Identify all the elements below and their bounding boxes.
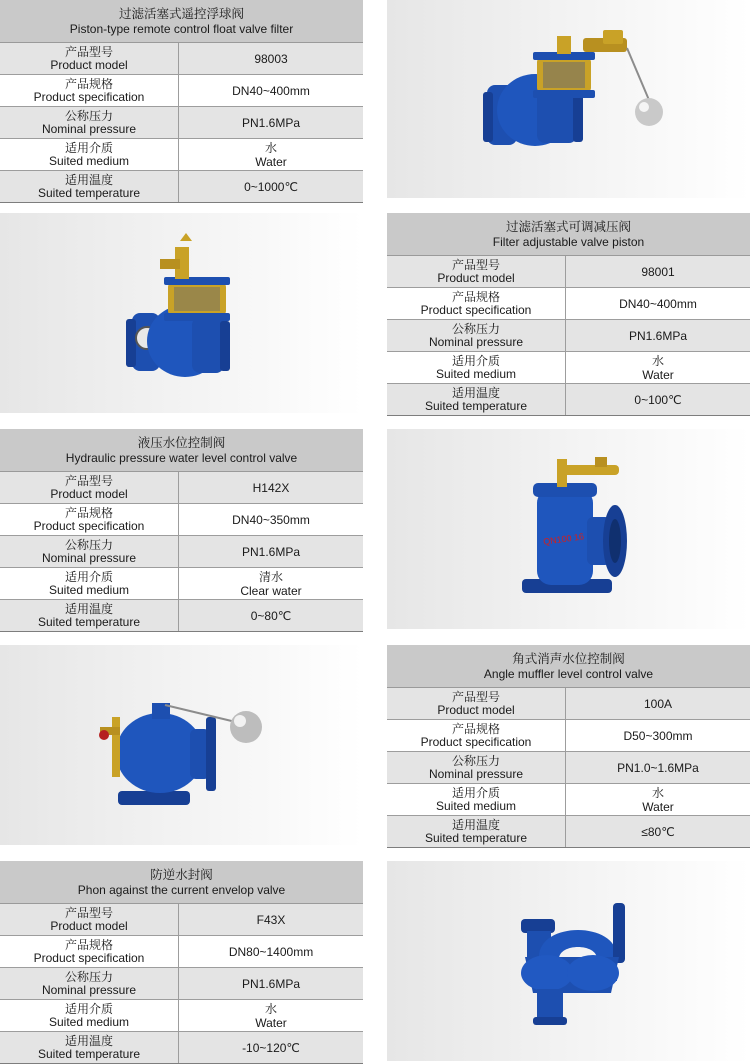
title-cn: 角式消声水位控制阀 — [512, 651, 625, 666]
row-model — [0, 904, 363, 936]
label-cn: 公称压力 — [64, 537, 113, 552]
value: PN1.6MPa — [241, 544, 301, 559]
value: H142X — [252, 480, 290, 495]
value: 0~100℃ — [634, 392, 682, 407]
row-model — [387, 688, 750, 720]
label-en: Nominal pressure — [41, 982, 137, 997]
label-cn: 产品规格 — [64, 937, 113, 952]
label-en: Nominal pressure — [41, 550, 137, 565]
value: 100A — [643, 696, 673, 711]
label-cn: 产品规格 — [451, 721, 500, 736]
row-model — [0, 472, 363, 504]
product-title — [387, 213, 750, 256]
value-cn: 水 — [651, 353, 664, 368]
value-en: Water — [642, 799, 674, 814]
spec-table — [387, 256, 750, 416]
value: ≤80℃ — [641, 824, 675, 839]
value: PN1.6MPa — [241, 115, 301, 130]
row-pressure — [0, 107, 363, 139]
label-en: Suited temperature — [424, 398, 528, 413]
product-title — [387, 645, 750, 688]
float-level-valve-illustration — [0, 645, 363, 845]
label-en: Product model — [50, 918, 128, 933]
label-cn: 适用温度 — [64, 601, 113, 616]
product-title — [0, 861, 363, 904]
value-cn: 水 — [651, 785, 664, 800]
row-model — [387, 256, 750, 288]
product-card-3 — [0, 429, 363, 632]
product-title — [0, 0, 363, 43]
value: -10~120℃ — [242, 1040, 300, 1055]
row-temperature — [0, 600, 363, 632]
label-en: Product model — [437, 702, 515, 717]
title-en: Filter adjustable valve piston — [492, 234, 645, 249]
spec-table — [0, 904, 363, 1064]
row-temperature — [0, 171, 363, 203]
value-en: Water — [255, 154, 287, 169]
row-temperature — [0, 1032, 363, 1064]
label-en: Suited medium — [48, 582, 130, 597]
label-en: Suited medium — [48, 1014, 130, 1029]
label-en: Nominal pressure — [428, 766, 524, 781]
value: PN1.0~1.6MPa — [617, 760, 699, 775]
label-en: Product specification — [33, 89, 145, 104]
float-valve-illustration — [387, 0, 750, 198]
label-cn: 产品型号 — [64, 44, 113, 59]
level-control-valve-illustration — [387, 429, 750, 629]
label-en: Product model — [437, 270, 515, 285]
product-image-5 — [387, 861, 750, 1061]
label-en: Product specification — [33, 518, 145, 533]
reducing-valve-illustration — [0, 213, 363, 413]
row-medium — [0, 568, 363, 600]
value-en: Water — [255, 1015, 287, 1030]
label-cn: 适用介质 — [64, 140, 113, 155]
value: 98003 — [254, 51, 288, 66]
label-en: Suited temperature — [424, 830, 528, 845]
title-cn: 过滤活塞式遥控浮球阀 — [118, 6, 244, 21]
title-en: Hydraulic pressure water level control valve — [65, 450, 298, 465]
title-en: Angle muffler level control valve — [483, 666, 654, 681]
row-spec — [387, 720, 750, 752]
label-en: Product specification — [420, 302, 532, 317]
label-cn: 产品型号 — [451, 257, 500, 272]
label-en: Product model — [50, 486, 128, 501]
label-cn: 适用介质 — [451, 785, 500, 800]
row-temperature — [387, 816, 750, 848]
label-en: Nominal pressure — [428, 334, 524, 349]
value-cn: 水 — [264, 1001, 277, 1016]
title-en: Phon against the current envelop valve — [77, 882, 286, 897]
row-pressure — [387, 752, 750, 784]
label-cn: 适用介质 — [64, 1001, 113, 1016]
row-medium — [0, 1000, 363, 1032]
label-cn: 产品型号 — [64, 473, 113, 488]
label-cn: 适用温度 — [451, 385, 500, 400]
row-medium — [387, 352, 750, 384]
label-en: Suited medium — [435, 366, 517, 381]
row-spec — [0, 75, 363, 107]
label-cn: 适用温度 — [64, 1033, 113, 1048]
row-temperature — [387, 384, 750, 416]
row-spec — [0, 504, 363, 536]
label-cn: 适用温度 — [64, 172, 113, 187]
label-en: Product model — [50, 57, 128, 72]
label-cn: 公称压力 — [451, 321, 500, 336]
label-cn: 产品型号 — [64, 905, 113, 920]
row-spec — [0, 936, 363, 968]
title-cn: 过滤活塞式可调减压阀 — [505, 219, 631, 234]
value: 98001 — [641, 264, 675, 279]
label-en: Suited medium — [48, 153, 130, 168]
label-cn: 产品型号 — [451, 689, 500, 704]
value: DN40~400mm — [619, 296, 697, 311]
label-en: Suited medium — [435, 798, 517, 813]
label-cn: 公称压力 — [64, 969, 113, 984]
value: 0~80℃ — [250, 608, 292, 623]
title-cn: 液压水位控制阀 — [137, 435, 226, 450]
value-en: Water — [642, 367, 674, 382]
value-en: Clear water — [240, 583, 302, 598]
row-pressure — [387, 320, 750, 352]
spec-table — [387, 688, 750, 848]
title-en: Piston-type remote control float valve filter — [69, 21, 294, 36]
label-en: Nominal pressure — [41, 121, 137, 136]
label-en: Suited temperature — [37, 185, 141, 200]
label-cn: 公称压力 — [451, 753, 500, 768]
label-cn: 适用介质 — [64, 569, 113, 584]
product-image-4 — [0, 645, 363, 845]
value: DN40~400mm — [232, 83, 310, 98]
label-en: Suited temperature — [37, 614, 141, 629]
label-cn: 产品规格 — [64, 505, 113, 520]
value-cn: 水 — [264, 140, 277, 155]
label-cn: 适用介质 — [451, 353, 500, 368]
product-image-2 — [0, 213, 363, 413]
product-card-5 — [0, 861, 363, 1064]
spec-table — [0, 472, 363, 632]
product-title — [0, 429, 363, 472]
row-pressure — [0, 968, 363, 1000]
value: 0~1000℃ — [244, 179, 298, 194]
product-card-4 — [387, 645, 750, 848]
label-en: Product specification — [420, 734, 532, 749]
value: F43X — [256, 912, 286, 927]
label-cn: 产品规格 — [451, 289, 500, 304]
row-model — [0, 43, 363, 75]
value: PN1.6MPa — [628, 328, 688, 343]
row-spec — [387, 288, 750, 320]
spec-table — [0, 43, 363, 203]
row-pressure — [0, 536, 363, 568]
water-seal-valve-illustration — [387, 861, 750, 1061]
title-cn: 防逆水封阀 — [150, 867, 213, 882]
value: D50~300mm — [623, 728, 693, 743]
value: PN1.6MPa — [241, 976, 301, 991]
product-card-1 — [0, 0, 363, 203]
label-en: Suited temperature — [37, 1046, 141, 1061]
row-medium — [0, 139, 363, 171]
product-card-2 — [387, 213, 750, 416]
label-cn: 公称压力 — [64, 108, 113, 123]
value: DN40~350mm — [232, 512, 310, 527]
row-medium — [387, 784, 750, 816]
valve-marking: QN100 16 — [542, 531, 585, 547]
value-cn: 清水 — [258, 569, 283, 584]
label-en: Product specification — [33, 950, 145, 965]
label-cn: 适用温度 — [451, 817, 500, 832]
product-image-1 — [387, 0, 750, 198]
label-cn: 产品规格 — [64, 76, 113, 91]
product-image-3 — [387, 429, 750, 629]
value: DN80~1400mm — [228, 944, 314, 959]
